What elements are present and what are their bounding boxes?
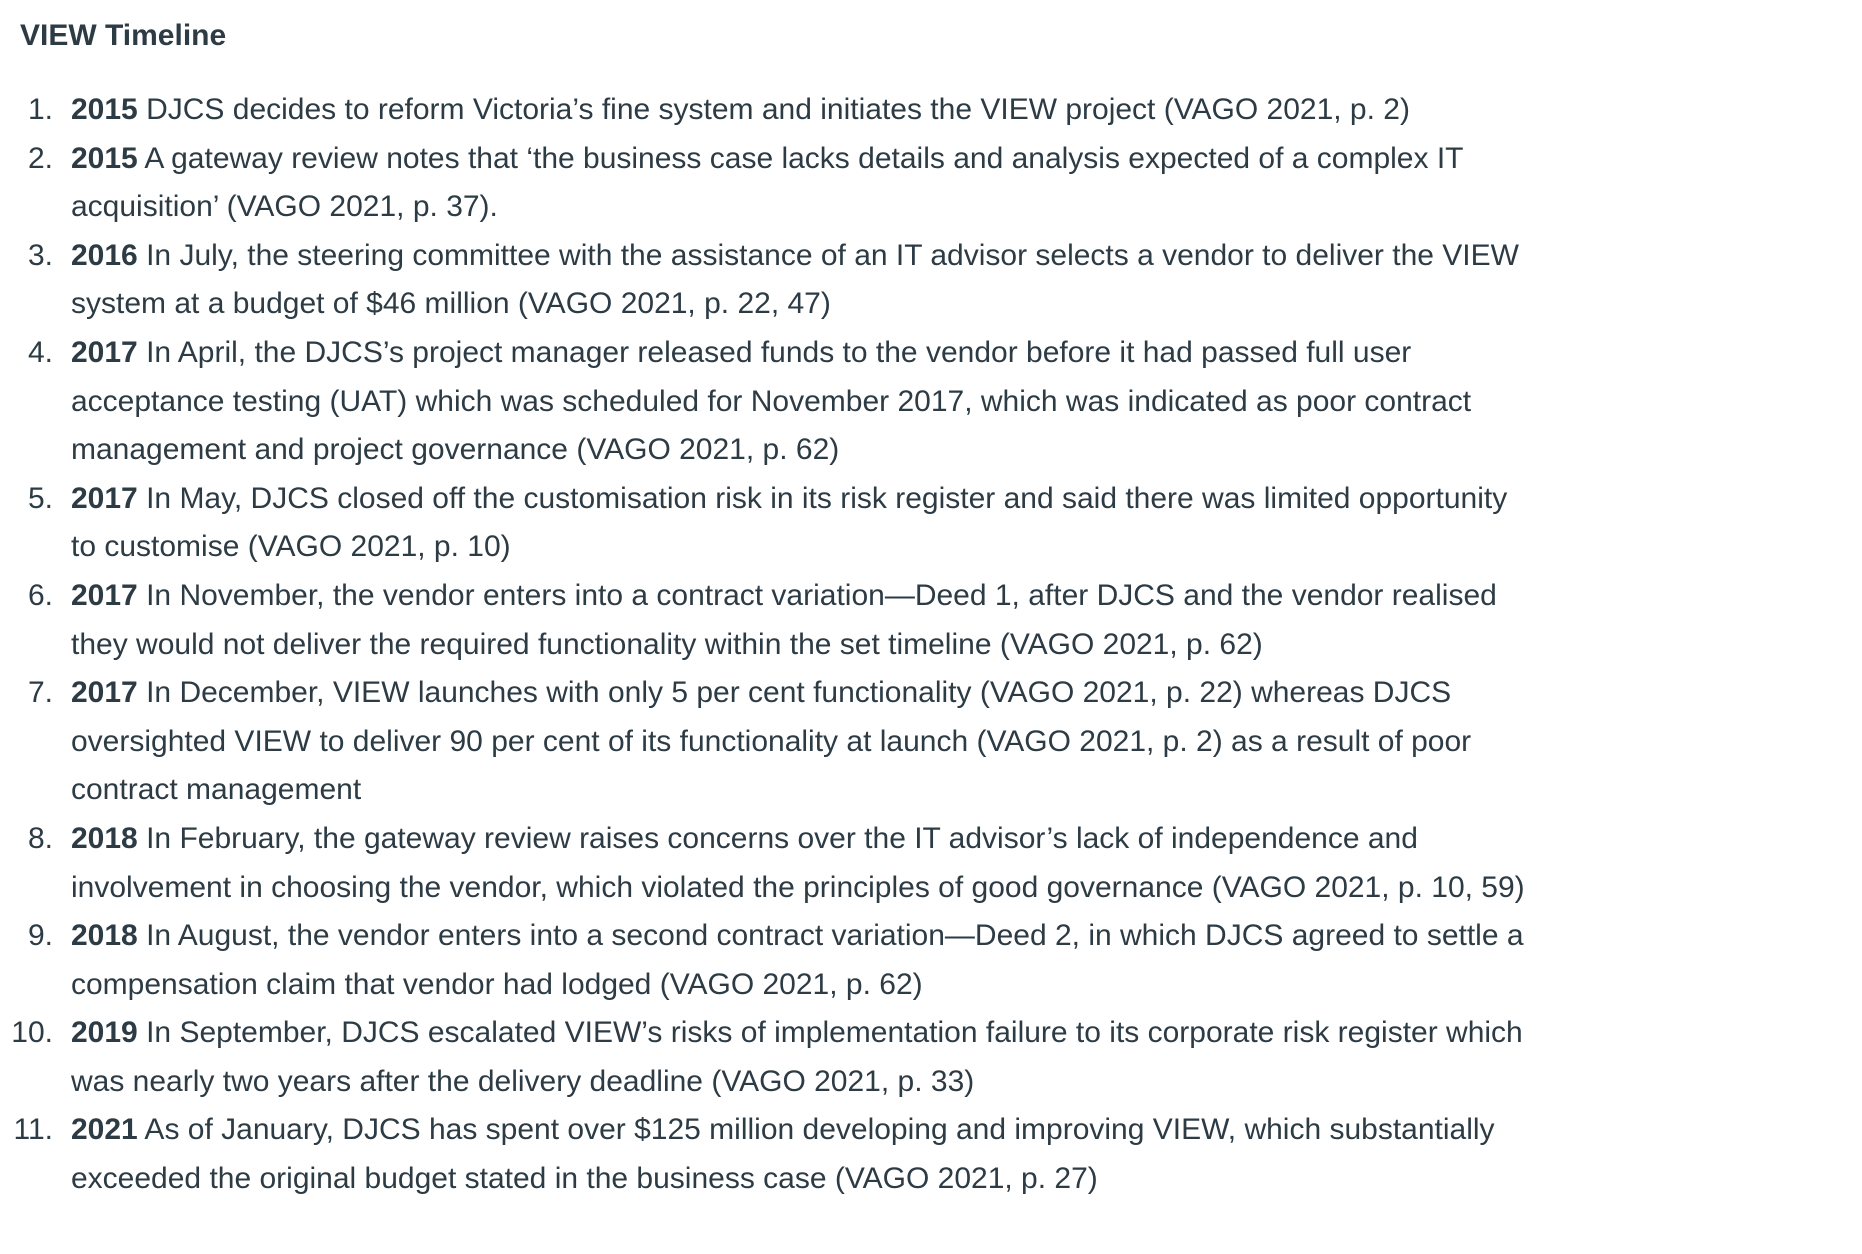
timeline-item [0,1106,1530,1203]
item-year: 2017 [71,335,138,369]
item-number: 3. [27,238,53,272]
timeline-list [0,86,1530,1204]
timeline-item [0,475,1530,572]
item-text: In May, DJCS closed off the customisation risk in its risk register and said there was limited opportunity to customise (VAGO 2021, p. 10) [71,481,1508,564]
item-number: 6. [27,578,53,612]
item-number: 4. [27,335,53,369]
item-year: 2016 [71,238,138,272]
item-year: 2015 [71,93,138,126]
item-number: 9. [27,919,53,953]
item-text: A gateway review notes that ‘the business case lacks details and analysis expected of a complex IT acquisition’ (VAGO 2021, p. 37). [71,141,1463,224]
item-year: 2018 [71,919,138,953]
item-number: 11. [13,1113,53,1147]
item-text: In December, VIEW launches with only 5 per cent functionality (VAGO 2021, p. 22) whereas DJCS oversighted VIEW to deliver 90 per cent of its functionality at launch (VAGO 2021, p. 2) as a result of poor contract management [71,676,1472,807]
item-text: In July, the steering committee with the assistance of an IT advisor selects a vendor to deliver the VIEW system at a budget of $46 million (VAGO 2021, p. 22, 47) [71,238,1519,321]
item-number: 2. [27,141,53,175]
item-year: 2019 [71,1016,138,1050]
item-number: 7. [27,676,53,710]
item-text: In September, DJCS escalated VIEW’s risks of implementation failure to its corporate risk register which was nearly two years after the delivery deadline (VAGO 2021, p. 33) [71,1016,1523,1098]
item-number: 5. [27,481,53,515]
timeline-item [0,669,1530,815]
item-number: 1. [27,93,53,126]
timeline-item [0,232,1530,329]
item-text: In April, the DJCS’s project manager released funds to the vendor before it had passed full user acceptance testing (UAT) which was scheduled for November 2017, which was indicated as poor contract management and project governance (VAGO 2021, p. 62) [71,335,1472,467]
item-year: 2018 [71,821,138,855]
timeline-item [0,572,1530,669]
item-year: 2017 [71,481,138,515]
page-title: VIEW Timeline [20,19,227,52]
item-number: 8. [27,821,53,855]
item-year: 2017 [71,676,138,710]
item-text: In August, the vendor enters into a second contract variation—Deed 2, in which DJCS agreed to settle a compensation claim that vendor had lodged (VAGO 2021, p. 62) [71,919,1524,1001]
timeline-item [0,86,1530,135]
item-year: 2017 [71,578,138,612]
timeline-item [0,1009,1530,1106]
timeline-item [0,329,1530,475]
timeline-item [0,912,1530,1009]
item-number: 10. [11,1016,53,1050]
timeline-item [0,135,1530,232]
item-text: As of January, DJCS has spent over $125 million developing and improving VIEW, which substantially exceeded the original budget stated in the business case (VAGO 2021, p. 27) [71,1113,1495,1196]
item-year: 2015 [71,141,138,175]
item-text: In February, the gateway review raises concerns over the IT advisor’s lack of independence and involvement in choosing the vendor, which violated the principles of good governance (VAGO 2021, p. 10, 59) [71,821,1525,904]
item-text: In November, the vendor enters into a contract variation—Deed 1, after DJCS and the vendor realised they would not deliver the required functionality within the set timeline (VAGO 2021, p. 62) [71,578,1497,661]
item-text: DJCS decides to reform Victoria’s fine system and initiates the VIEW project (VAGO 2021, p. 2) [137,93,1410,126]
timeline-item [0,815,1530,912]
item-year: 2021 [71,1113,138,1147]
